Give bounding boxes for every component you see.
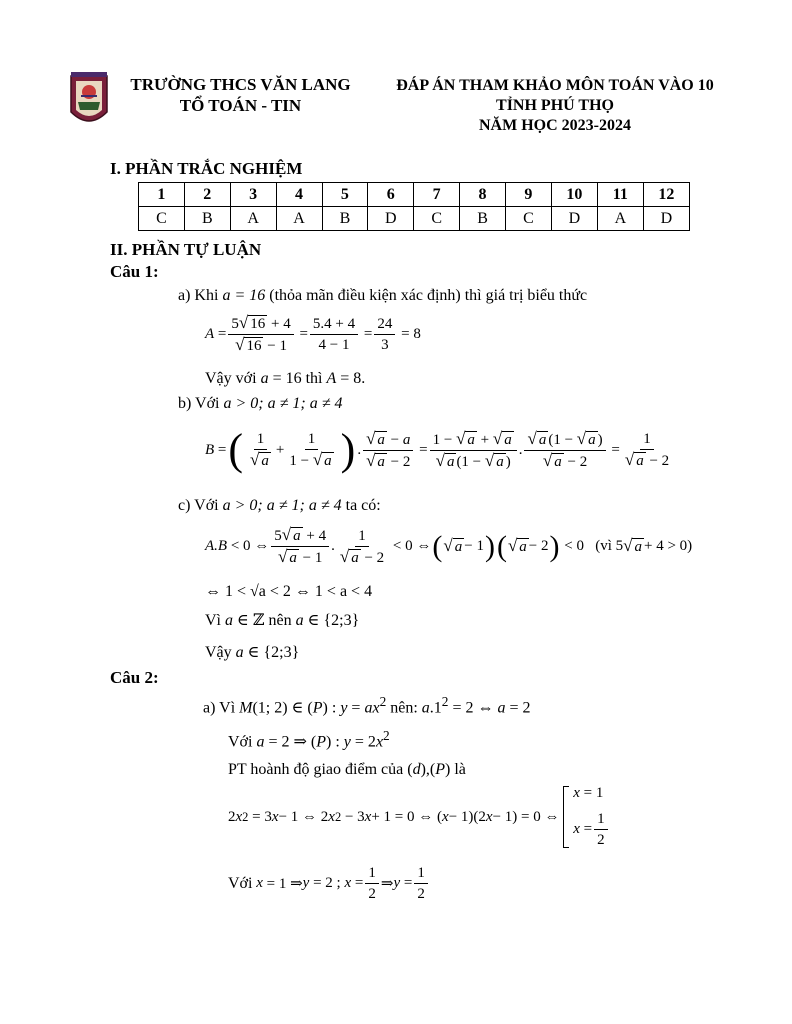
question-number: 5 [322,183,368,207]
question-number: 8 [460,183,506,207]
q1a-lead-2: (thỏa mãn điều kiện xác định) thì giá trị biểu thức [269,287,588,304]
q1a-lead: a) Khi [178,287,219,304]
answer-cell: B [322,207,368,231]
question-number: 2 [184,183,230,207]
answer-row [139,207,690,231]
exam-title: ĐÁP ÁN THAM KHẢO MÔN TOÁN VÀO 10 [396,77,714,94]
exam-year: NĂM HỌC 2023-2024 [479,117,631,134]
q1b-statement [178,395,343,413]
exam-province: TỈNH PHÚ THỌ [496,97,614,114]
q1c-condition: a > 0; a ≠ 1; a ≠ 4 [222,497,342,514]
q1c-statement [178,497,381,515]
q2a-statement: a) Vì M(1; 2) ∈ (P) : $y = ax^2$ nên: $a.1^2 = 2$ ⇔ a = 2 [203,694,531,717]
q1c-line-3: Vì a ∈ ℤ nên a ∈ {2;3} [205,612,360,629]
q1a-concl-mid: thì [305,370,323,387]
q1a-formula: A = 5 √ 16 + 4 √ 16 − 1 = $\frac{5.4 + 4}{4 - 1}$ = $\frac{24}{3}$ = 8 [205,313,421,354]
q2a-lead-2: nên: [390,699,418,717]
q2a-line-3: PT hoành độ giao điểm của (d),(P) là [228,761,466,778]
section-1-title: I. PHẦN TRẮC NGHIỆM [110,159,303,178]
answer-cell: A [276,207,322,231]
question-number: 11 [597,183,643,207]
q1a-conclusion: Vậy với a = 16 thì A = 8. [205,370,366,387]
q1c-l4-lead: Vậy [205,644,232,661]
question-number: 1 [139,183,185,207]
answer-cell: D [368,207,414,231]
q2a-l5-lead: Với [228,874,253,892]
question-number: 12 [643,183,689,207]
question-2-title: Câu 2: [110,668,159,687]
answer-cell: B [460,207,506,231]
answer-cell: C [505,207,551,231]
question-number: 6 [368,183,414,207]
q1c-l3-mid: nên [268,612,292,629]
exam-header [380,76,730,136]
answer-cell: D [551,207,597,231]
answer-cell: A [230,207,276,231]
q1b-formula: B = ( 1 √ a + 1 1 − √ a ) . √ a − a √ a − 2 = 1 − √ a + √ a √ a (1 − √ a ) . √ a (1 − √ a ) √ a − 2 = 1 √ a − 2 [205,425,670,474]
q2a-l3-lead: PT hoành độ giao điểm của [228,761,404,778]
q1c-lead: c) Với [178,497,219,514]
q1a-concl-lead: Vậy với [205,370,257,387]
q2a-line-2: Với a = 2 ⇒ (P) : $y = 2x^2$ [228,728,390,751]
q1c-formula: A.B < 0 ⇔ 5 √ a + 4 √ a − 1 . 1 √ a − 2 < 0 ⇔ ( √ a − 1 ) ( √ a − 2 ) < 0 (vì 5 √ a + 4 > 0) [205,525,693,566]
q1c-lead-2: ta có: [345,497,381,514]
question-number: 9 [505,183,551,207]
question-number: 3 [230,183,276,207]
answer-cell: C [139,207,185,231]
q2a-l3-end: là [454,761,466,778]
section-2-title: II. PHẦN TỰ LUẬN [110,240,262,259]
answer-cell: B [184,207,230,231]
q2a-lead: a) Vì [203,699,236,717]
q1c-l3-lead: Vì [205,612,221,629]
answer-table [138,182,690,231]
q1b-lead: b) Với [178,395,220,412]
question-number-row [139,183,690,207]
answer-cell: A [597,207,643,231]
q1c-line-4: Vậy a ∈ {2;3} [205,644,300,661]
q1b-condition: a > 0; a ≠ 1; a ≠ 4 [223,395,343,412]
q1a-statement [178,287,587,305]
answer-cell: D [643,207,689,231]
question-number: 10 [551,183,597,207]
q2a-line-5: Với x = 1 ⇒ y = 2 ; x = $\frac{1}{2}$ ⇒ y = $\frac{1}{2}$ [228,864,430,903]
school-name: TRƯỜNG THCS VĂN LANG [130,75,351,94]
question-number: 4 [276,183,322,207]
q1a-condition: a = 16 [222,287,266,304]
question-number: 7 [414,183,460,207]
question-1-title: Câu 1: [110,262,159,281]
answer-cell: C [414,207,460,231]
school-header [118,74,363,116]
q2a-l2-lead: Với [228,733,253,751]
q2a-formula: 2 x 2 = 3 x − 1 ⇔ 2 x 2 − 3 x + 1 = 0 ⇔ ( x − 1)(2 x − 1) = 0 ⇔ x = 1 x = $\frac{1}{2}$ [228,785,610,849]
school-logo [68,72,110,130]
department-name: TỔ TOÁN - TIN [179,96,302,115]
q1c-line-2: ⇔ 1 < √a < 2 ⇔ 1 < a < 4 [205,583,373,600]
